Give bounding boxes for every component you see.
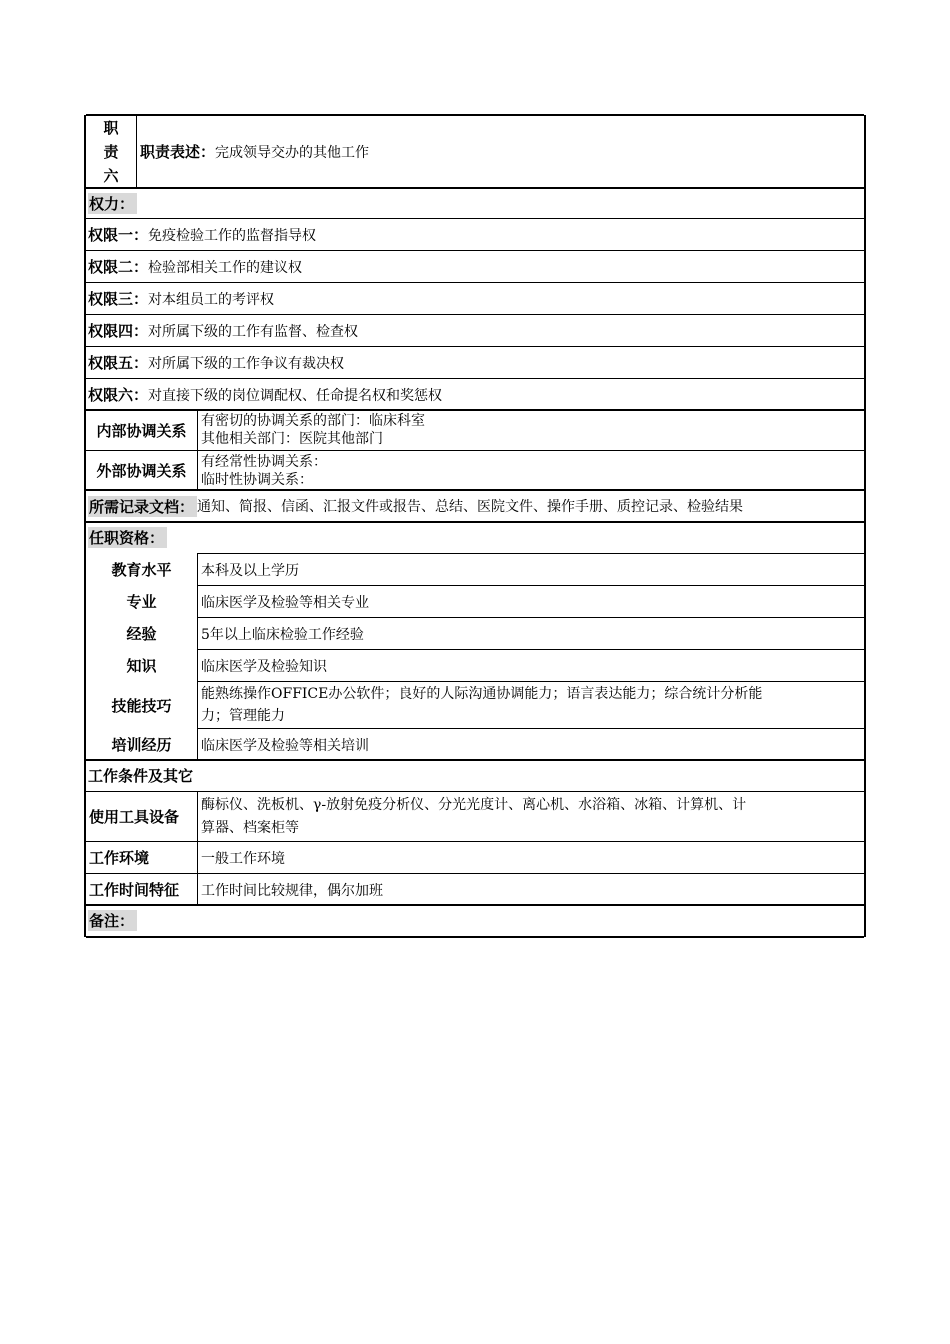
duty-six-char-1: 职: [103, 118, 119, 137]
duty-six-char-3: 六: [103, 166, 119, 185]
authority-label: 权限六：: [88, 386, 149, 404]
records-block: [84, 490, 866, 522]
records-label: 所需记录文档：: [88, 496, 197, 517]
qualifications-heading: 任职资格：: [88, 527, 167, 548]
qualification-value: 5年以上临床检验工作经验: [201, 626, 364, 643]
authority-label: 权限二：: [88, 258, 149, 276]
authority-row: [88, 283, 274, 314]
authority-text: 对所属下级的工作争议有裁决权: [148, 355, 345, 372]
authority-text: 对直接下级的岗位调配权、任命提名权和奖惩权: [148, 387, 443, 404]
qualifications-block: [84, 522, 866, 760]
qualification-value-line-2: 力；管理能力: [201, 708, 285, 724]
authority-text: 检验部相关工作的建议权: [148, 259, 303, 276]
notes-block: [84, 905, 866, 937]
authority-label: 权限一：: [88, 226, 149, 244]
authority-text: 对本组员工的考评权: [148, 291, 275, 308]
authority-row: [88, 315, 358, 346]
notes-heading: 备注：: [88, 910, 137, 931]
condition-value: 一般工作环境: [201, 850, 285, 867]
authority-row: [88, 379, 442, 410]
condition-label: 工作时间特征: [89, 881, 180, 899]
authority-row: [88, 219, 316, 250]
conditions-heading: 工作条件及其它: [88, 767, 194, 785]
qualification-label: 知识: [126, 657, 157, 675]
external-relations-line-2: 临时性协调关系：: [201, 471, 313, 488]
duty-six-side-label: [86, 115, 136, 188]
condition-label: 使用工具设备: [89, 808, 180, 826]
qualification-value: 本科及以上学历: [201, 562, 299, 579]
relations-block: [84, 410, 866, 490]
qualification-label: 经验: [126, 625, 157, 643]
duty-six-char-2: 责: [103, 142, 119, 161]
duty-six-text: 完成领导交办的其他工作: [215, 144, 370, 161]
qualification-label: 培训经历: [111, 736, 172, 754]
qualification-label: 技能技巧: [111, 696, 172, 715]
authority-label: 权限五：: [88, 354, 149, 372]
qualification-value: 临床医学及检验知识: [201, 658, 327, 675]
external-relations-label: 外部协调关系: [96, 462, 187, 480]
records-text: 通知、简报、信函、汇报文件或报告、总结、医院文件、操作手册、质控记录、检验结果: [197, 499, 744, 515]
authority-label: 权限四：: [88, 322, 149, 340]
authority-text: 对所属下级的工作有监督、检查权: [148, 323, 359, 340]
condition-value-line-1: 酶标仪、洗板机、γ-放射免疫分析仪、分光光度计、离心机、水浴箱、冰箱、计算机、计: [201, 796, 747, 813]
qualification-value: 临床医学及检验等相关专业: [201, 594, 369, 611]
qualification-label: 专业: [126, 593, 157, 611]
qualification-label: 教育水平: [111, 561, 172, 579]
condition-value-line-2: 算器、档案柜等: [201, 819, 299, 836]
authority-row: [88, 251, 302, 282]
condition-label: 工作环境: [89, 849, 150, 867]
authority-block: [84, 188, 866, 410]
authority-text: 免疫检验工作的监督指导权: [148, 227, 317, 244]
internal-relations-label: 内部协调关系: [96, 421, 187, 440]
condition-value: 工作时间比较规律，偶尔加班: [201, 882, 383, 899]
authority-row: [88, 347, 344, 378]
external-relations-line-1: 有经常性协调关系：: [201, 453, 327, 470]
duty-six-block: [84, 115, 866, 188]
authority-label: 权限三：: [88, 290, 149, 308]
internal-relations-line-2: 其他相关部门：医院其他部门: [201, 431, 383, 447]
qualification-value: 临床医学及检验等相关培训: [201, 737, 369, 754]
conditions-block: [84, 760, 866, 905]
qualification-value-line-1: 能熟练操作OFFICE办公软件；良好的人际沟通协调能力；语言表达能力；综合统计分析能: [201, 686, 763, 702]
internal-relations-line-1: 有密切的协调关系的部门：临床科室: [201, 413, 425, 429]
authority-heading: 权力：: [88, 193, 137, 214]
duty-six-label: 职责表述：: [140, 143, 216, 161]
